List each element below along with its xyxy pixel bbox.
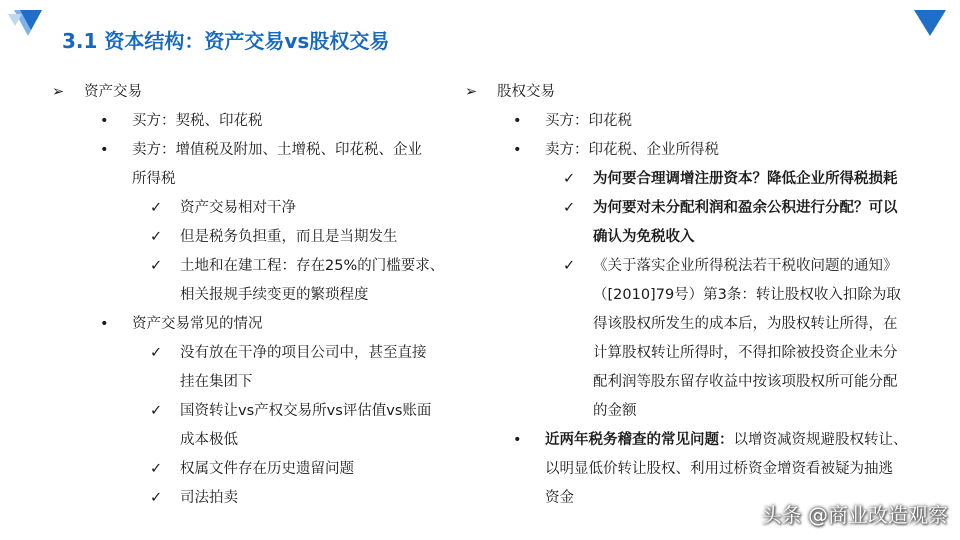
check-icon: ✓ — [150, 461, 163, 477]
list-item-continued: 所得税 — [132, 171, 176, 187]
check-icon: ✓ — [150, 403, 163, 419]
arrow-bullet-icon: ➢ — [465, 84, 478, 100]
list-item: ✓ 为何要合理调增注册资本？降低企业所得税损耗 — [465, 165, 945, 194]
right-column-equity-trade — [465, 78, 945, 513]
list-item: ✓ 但是税务负担重，而且是当期发生 — [52, 223, 462, 252]
list-item-continued: 以明显低价转让股权、利用过桥资金增资看被疑为抽逃 — [545, 461, 893, 477]
list-item-continued: 得该股权所发生的成本后，为股权转让所得，在 — [593, 316, 898, 332]
list-item: • 卖方：增值税及附加、土增税、印花税、企业 — [52, 136, 462, 165]
list-item: • 资产交易常见的情况 — [52, 310, 462, 339]
arrow-bullet-icon: ➢ — [52, 84, 65, 100]
corner-triangle-icon — [914, 10, 946, 36]
list-item: ✓ 土地和在建工程：存在25%的门槛要求、 — [52, 252, 462, 281]
list-item-continued: 计算股权转让所得时，不得扣除被投资企业未分 — [593, 345, 898, 361]
list-item-continued: （[2010]79号）第3条：转让股权收入扣除为取 — [593, 287, 901, 303]
check-icon: ✓ — [150, 258, 163, 274]
list-item-continued: 挂在集团下 — [180, 374, 253, 390]
check-icon: ✓ — [150, 229, 163, 245]
dot-bullet-icon: • — [513, 142, 522, 158]
dot-bullet-icon: • — [100, 142, 109, 158]
dot-bullet-icon: • — [513, 432, 522, 448]
list-item: • 买方：印花税 — [465, 107, 945, 136]
page-title: 3.1 资本结构：资产交易vs股权交易 — [62, 29, 390, 53]
left-column-asset-trade — [52, 78, 462, 513]
list-item-continued: 资金 — [545, 490, 574, 506]
dot-bullet-icon: • — [513, 113, 522, 129]
dot-bullet-icon: • — [100, 316, 109, 332]
list-item: • 卖方：印花税、企业所得税 — [465, 136, 945, 165]
corner-triangle-icon — [6, 6, 46, 40]
list-item-continued: 相关报规手续变更的繁琐程度 — [180, 287, 369, 303]
list-item: ✓ 资产交易相对干净 — [52, 194, 462, 223]
list-item-continued: 配利润等股东留存收益中按该项股权所可能分配 — [593, 374, 898, 390]
list-item: ➢ 资产交易 — [52, 78, 462, 107]
list-item-continued: 确认为免税收入 — [593, 229, 695, 245]
check-icon: ✓ — [563, 258, 576, 274]
list-item: ✓ 没有放在干净的项目公司中，甚至直接 — [52, 339, 462, 368]
check-icon: ✓ — [150, 490, 163, 506]
list-item-continued: 的金额 — [593, 403, 637, 419]
list-item: ✓ 国资转让vs产权交易所vs评估值vs账面 — [52, 397, 462, 426]
watermark: 头条 @商业改造观察 — [761, 503, 948, 527]
list-item: ✓ 《关于落实企业所得税法若干税收问题的通知》 — [465, 252, 945, 281]
dot-bullet-icon: • — [100, 113, 109, 129]
check-icon: ✓ — [150, 200, 163, 216]
check-icon: ✓ — [150, 345, 163, 361]
list-item: • 买方：契税、印花税 — [52, 107, 462, 136]
list-item-continued: 成本极低 — [180, 432, 238, 448]
list-item: ➢ 股权交易 — [465, 78, 945, 107]
check-icon: ✓ — [563, 200, 576, 216]
list-item: • 近两年税务稽查的常见问题：以增资减资规避股权转让、 — [465, 426, 945, 455]
list-item: ✓ 权属文件存在历史遗留问题 — [52, 455, 462, 484]
check-icon: ✓ — [563, 171, 576, 187]
list-item: ✓ 司法拍卖 — [52, 484, 462, 513]
list-item: ✓ 为何要对未分配利润和盈余公积进行分配？可以 — [465, 194, 945, 223]
